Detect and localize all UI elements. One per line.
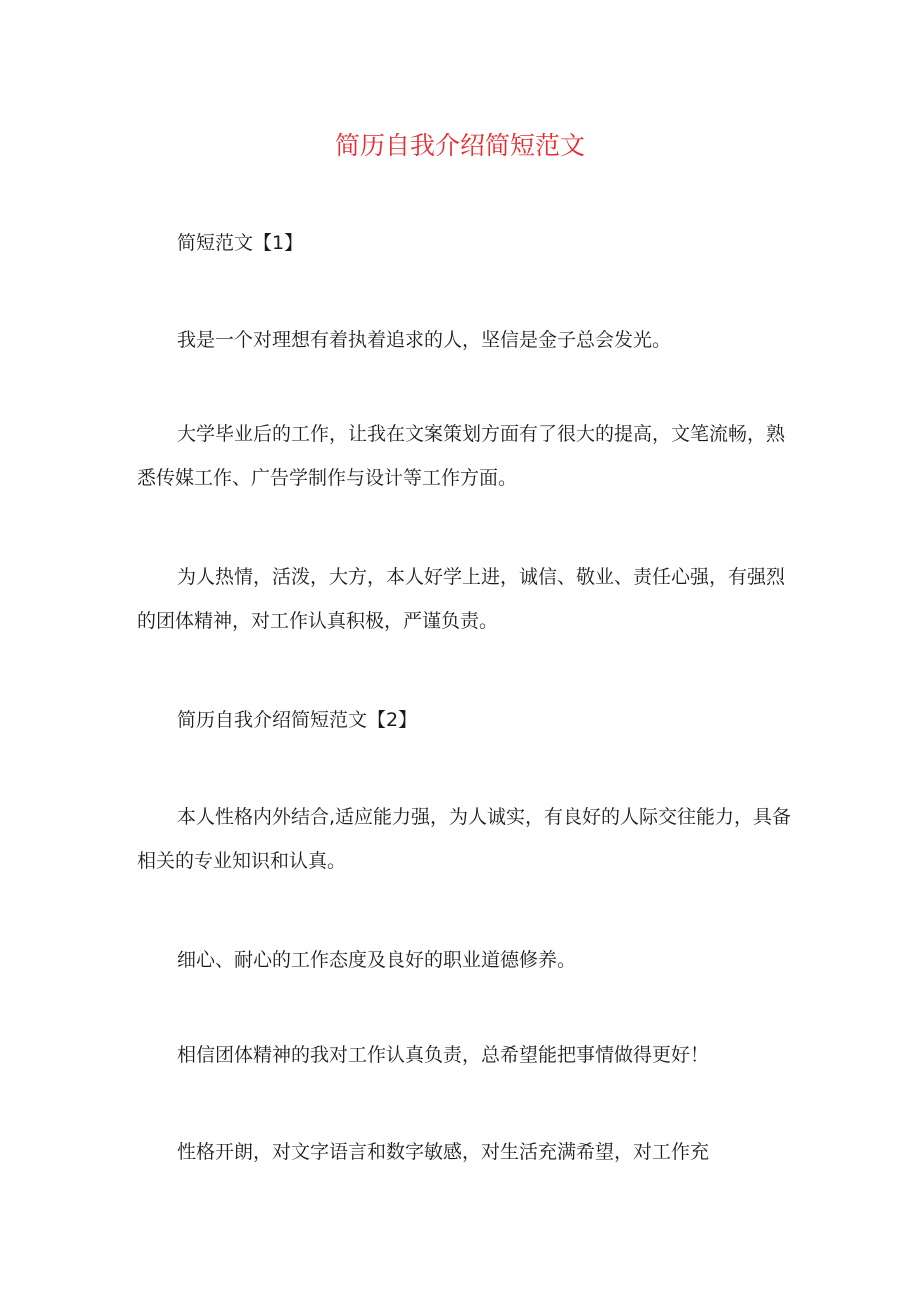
section-heading-2: 简历自我介绍简短范文【2】 [177, 709, 418, 731]
paragraph: 相信团体精神的我对工作认真负责，总希望能把事情做得更好！ [177, 1044, 710, 1066]
paragraph: 性格开朗，对文字语言和数字敏感，对生活充满希望，对工作充 [177, 1141, 710, 1163]
paragraph: 为人热情，活泼，大方，本人好学上进，诚信、敬业、责任心强，有强烈的团体精神，对工作认真积极，严谨负责。 [137, 566, 786, 632]
paragraph: 本人性格内外结合,适应能力强，为人诚实，有良好的人际交往能力，具备相关的专业知识和认真。 [137, 806, 792, 872]
paragraph: 我是一个对理想有着执着追求的人，坚信是金子总会发光。 [177, 329, 672, 351]
section-heading-1: 简短范文【1】 [177, 232, 304, 254]
document-title: 简历自我介绍简短范文 [334, 131, 585, 160]
paragraph: 大学毕业后的工作，让我在文案策划方面有了很大的提高，文笔流畅，熟悉传媒工作、广告学制作与设计等工作方面。 [137, 423, 786, 489]
paragraph: 细心、耐心的工作态度及良好的职业道德修养。 [177, 949, 577, 971]
